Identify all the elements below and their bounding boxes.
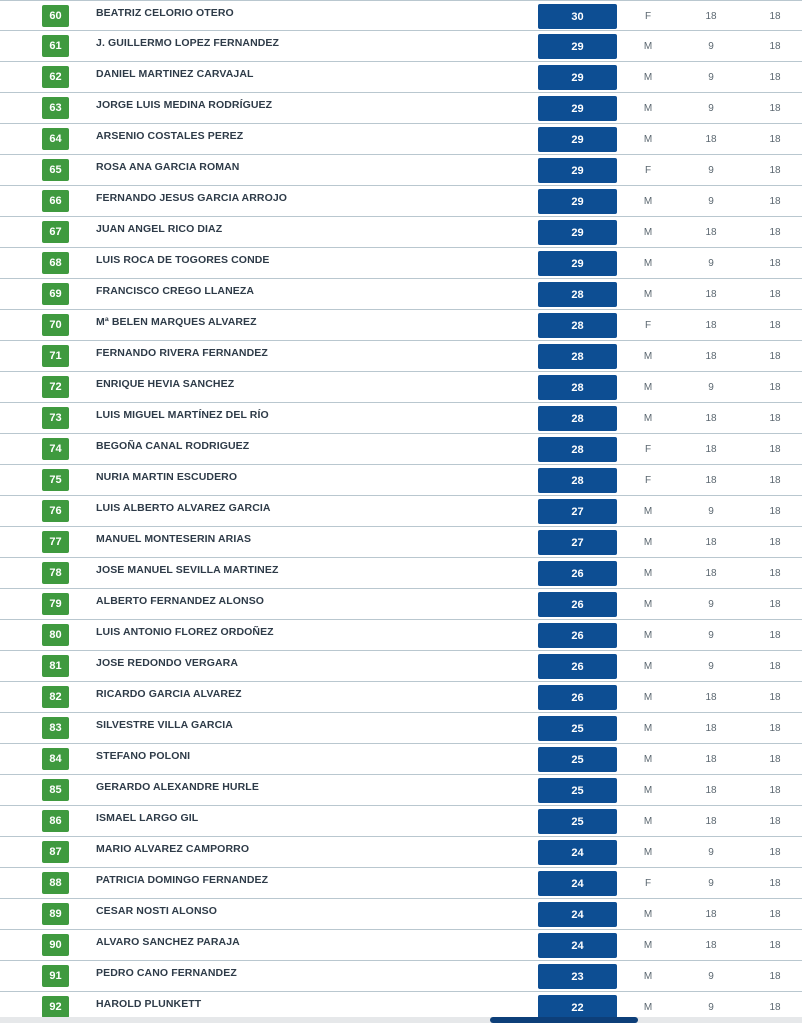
stat-cell: 18	[769, 382, 781, 393]
table-row[interactable]	[0, 31, 802, 62]
table-row[interactable]	[0, 403, 802, 434]
position-badge: 62	[42, 66, 69, 88]
stat-cell: 18	[705, 11, 717, 22]
position-badge: 90	[42, 934, 69, 956]
position-badge: 78	[42, 562, 69, 584]
stat-cell: 18	[769, 785, 781, 796]
table-row[interactable]	[0, 589, 802, 620]
points-badge: 27	[538, 499, 617, 524]
table-row[interactable]	[0, 434, 802, 465]
sex-cell: F	[644, 475, 652, 486]
player-name: LUIS ROCA DE TOGORES CONDE	[96, 254, 270, 266]
stat-cell: 18	[769, 878, 781, 889]
points-badge: 24	[538, 840, 617, 865]
table-row[interactable]	[0, 837, 802, 868]
table-row[interactable]	[0, 279, 802, 310]
position-badge: 77	[42, 531, 69, 553]
player-name: ROSA ANA GARCIA ROMAN	[96, 161, 240, 173]
stat-cell: 9	[708, 506, 714, 517]
sex-cell: M	[643, 289, 653, 300]
position-badge: 61	[42, 35, 69, 57]
position-badge: 69	[42, 283, 69, 305]
stat-cell: 18	[705, 909, 717, 920]
position-badge: 80	[42, 624, 69, 646]
sex-cell: M	[643, 847, 653, 858]
stat-cell: 18	[769, 72, 781, 83]
stat-cell: 18	[769, 227, 781, 238]
sex-cell: M	[643, 506, 653, 517]
stat-cell: 9	[708, 41, 714, 52]
sex-cell: M	[643, 599, 653, 610]
position-badge: 66	[42, 190, 69, 212]
points-badge: 29	[538, 96, 617, 121]
table-row[interactable]	[0, 248, 802, 279]
stat-cell: 18	[769, 196, 781, 207]
points-badge: 29	[538, 251, 617, 276]
sex-cell: M	[643, 134, 653, 145]
player-name: JORGE LUIS MEDINA RODRÍGUEZ	[96, 99, 273, 111]
player-name: ISMAEL LARGO GIL	[96, 812, 199, 824]
points-badge: 24	[538, 933, 617, 958]
points-badge: 24	[538, 871, 617, 896]
player-name: BEGOÑA CANAL RODRIGUEZ	[96, 440, 250, 452]
sex-cell: M	[643, 382, 653, 393]
player-name: NURIA MARTIN ESCUDERO	[96, 471, 238, 483]
table-row[interactable]	[0, 217, 802, 248]
points-badge: 26	[538, 654, 617, 679]
stat-cell: 9	[708, 599, 714, 610]
table-row[interactable]	[0, 713, 802, 744]
table-row[interactable]	[0, 744, 802, 775]
player-name: CESAR NOSTI ALONSO	[96, 905, 218, 917]
table-row[interactable]	[0, 341, 802, 372]
points-badge: 29	[538, 220, 617, 245]
sex-cell: M	[643, 723, 653, 734]
sex-cell: M	[643, 971, 653, 982]
stat-cell: 18	[769, 258, 781, 269]
position-badge: 91	[42, 965, 69, 987]
position-badge: 79	[42, 593, 69, 615]
stat-cell: 18	[769, 537, 781, 548]
stat-cell: 18	[705, 537, 717, 548]
position-badge: 73	[42, 407, 69, 429]
player-name: JOSE MANUEL SEVILLA MARTINEZ	[96, 564, 279, 576]
stat-cell: 18	[705, 568, 717, 579]
sex-cell: M	[643, 196, 653, 207]
player-name: FRANCISCO CREGO LLANEZA	[96, 285, 255, 297]
player-name: ALBERTO FERNANDEZ ALONSO	[96, 595, 265, 607]
stat-cell: 18	[705, 785, 717, 796]
position-badge: 76	[42, 500, 69, 522]
position-badge: 64	[42, 128, 69, 150]
stat-cell: 9	[708, 847, 714, 858]
sex-cell: M	[643, 227, 653, 238]
player-name: PATRICIA DOMINGO FERNANDEZ	[96, 874, 269, 886]
points-badge: 22	[538, 995, 617, 1020]
points-badge: 24	[538, 902, 617, 927]
points-badge: 25	[538, 778, 617, 803]
points-badge: 27	[538, 530, 617, 555]
stat-cell: 9	[708, 165, 714, 176]
sex-cell: M	[643, 258, 653, 269]
player-name: Mª BELEN MARQUES ALVAREZ	[96, 316, 257, 328]
points-badge: 28	[538, 437, 617, 462]
stat-cell: 18	[705, 444, 717, 455]
sex-cell: F	[644, 165, 652, 176]
stat-cell: 18	[769, 630, 781, 641]
player-name: FERNANDO JESUS GARCIA ARROJO	[96, 192, 288, 204]
table-row[interactable]	[0, 775, 802, 806]
points-badge: 25	[538, 747, 617, 772]
points-badge: 29	[538, 189, 617, 214]
stat-cell: 18	[769, 754, 781, 765]
sex-cell: M	[643, 661, 653, 672]
position-badge: 87	[42, 841, 69, 863]
table-row[interactable]	[0, 930, 802, 961]
sex-cell: M	[643, 940, 653, 951]
stat-cell: 18	[705, 475, 717, 486]
position-badge: 71	[42, 345, 69, 367]
table-row[interactable]	[0, 651, 802, 682]
stat-cell: 9	[708, 878, 714, 889]
player-name: ARSENIO COSTALES PEREZ	[96, 130, 244, 142]
player-name: ENRIQUE HEVIA SANCHEZ	[96, 378, 235, 390]
sex-cell: F	[644, 320, 652, 331]
sex-cell: M	[643, 537, 653, 548]
player-name: LUIS ANTONIO FLOREZ ORDOÑEZ	[96, 626, 274, 638]
stat-cell: 9	[708, 103, 714, 114]
sex-cell: F	[644, 11, 652, 22]
position-badge: 89	[42, 903, 69, 925]
stat-cell: 18	[705, 289, 717, 300]
position-badge: 60	[42, 5, 69, 27]
table-row[interactable]	[0, 496, 802, 527]
points-badge: 28	[538, 313, 617, 338]
stat-cell: 9	[708, 258, 714, 269]
position-badge: 84	[42, 748, 69, 770]
table-row[interactable]	[0, 899, 802, 930]
stat-cell: 18	[769, 1002, 781, 1013]
points-badge: 25	[538, 716, 617, 741]
stat-cell: 18	[769, 971, 781, 982]
stat-cell: 18	[769, 723, 781, 734]
points-badge: 26	[538, 685, 617, 710]
sex-cell: M	[643, 41, 653, 52]
table-row[interactable]	[0, 155, 802, 186]
stat-cell: 18	[769, 444, 781, 455]
stat-cell: 9	[708, 661, 714, 672]
player-name: LUIS ALBERTO ALVAREZ GARCIA	[96, 502, 271, 514]
position-badge: 92	[42, 996, 69, 1018]
position-badge: 63	[42, 97, 69, 119]
points-badge: 29	[538, 34, 617, 59]
player-name: SILVESTRE VILLA GARCIA	[96, 719, 233, 731]
position-badge: 85	[42, 779, 69, 801]
sex-cell: M	[643, 351, 653, 362]
table-row[interactable]	[0, 186, 802, 217]
table-row[interactable]	[0, 682, 802, 713]
sex-cell: F	[644, 878, 652, 889]
table-row[interactable]	[0, 62, 802, 93]
stat-cell: 18	[769, 940, 781, 951]
sex-cell: M	[643, 754, 653, 765]
table-row[interactable]	[0, 961, 802, 992]
stat-cell: 18	[769, 661, 781, 672]
table-row[interactable]	[0, 620, 802, 651]
table-row[interactable]	[0, 558, 802, 589]
stat-cell: 18	[769, 413, 781, 424]
player-name: STEFANO POLONI	[96, 750, 191, 762]
stat-cell: 18	[769, 475, 781, 486]
scrollbar-thumb[interactable]	[490, 1017, 638, 1023]
position-badge: 81	[42, 655, 69, 677]
stat-cell: 18	[705, 754, 717, 765]
sex-cell: M	[643, 413, 653, 424]
stat-cell: 9	[708, 971, 714, 982]
points-badge: 28	[538, 406, 617, 431]
sex-cell: M	[643, 909, 653, 920]
points-badge: 28	[538, 375, 617, 400]
points-badge: 28	[538, 344, 617, 369]
stat-cell: 18	[705, 320, 717, 331]
position-badge: 75	[42, 469, 69, 491]
stat-cell: 9	[708, 630, 714, 641]
player-name: GERARDO ALEXANDRE HURLE	[96, 781, 259, 793]
stat-cell: 18	[769, 506, 781, 517]
horizontal-scrollbar[interactable]	[0, 1017, 802, 1023]
stat-cell: 18	[705, 351, 717, 362]
position-badge: 72	[42, 376, 69, 398]
player-name: J. GUILLERMO LOPEZ FERNANDEZ	[96, 37, 280, 49]
stat-cell: 18	[769, 909, 781, 920]
player-name: MANUEL MONTESERIN ARIAS	[96, 533, 252, 545]
player-name: ALVARO SANCHEZ PARAJA	[96, 936, 240, 948]
stat-cell: 18	[769, 599, 781, 610]
stat-cell: 18	[769, 320, 781, 331]
table-row[interactable]	[0, 93, 802, 124]
points-badge: 25	[538, 809, 617, 834]
table-row[interactable]	[0, 310, 802, 341]
table-row[interactable]	[0, 868, 802, 899]
sex-cell: M	[643, 692, 653, 703]
position-badge: 68	[42, 252, 69, 274]
table-row[interactable]	[0, 124, 802, 155]
sex-cell: M	[643, 103, 653, 114]
stat-cell: 9	[708, 1002, 714, 1013]
sex-cell: M	[643, 1002, 653, 1013]
position-badge: 82	[42, 686, 69, 708]
stat-cell: 18	[769, 847, 781, 858]
position-badge: 86	[42, 810, 69, 832]
player-name: PEDRO CANO FERNANDEZ	[96, 967, 237, 979]
sex-cell: M	[643, 816, 653, 827]
player-name: RICARDO GARCIA ALVAREZ	[96, 688, 242, 700]
sex-cell: M	[643, 72, 653, 83]
position-badge: 65	[42, 159, 69, 181]
position-badge: 83	[42, 717, 69, 739]
position-badge: 88	[42, 872, 69, 894]
table-row[interactable]	[0, 372, 802, 403]
stat-cell: 18	[769, 816, 781, 827]
player-name: HAROLD PLUNKETT	[96, 998, 202, 1010]
player-name: JUAN ANGEL RICO DIAZ	[96, 223, 223, 235]
stat-cell: 18	[769, 11, 781, 22]
stat-cell: 18	[769, 289, 781, 300]
table-row[interactable]	[0, 0, 802, 31]
position-badge: 67	[42, 221, 69, 243]
stat-cell: 18	[769, 165, 781, 176]
points-badge: 30	[538, 4, 617, 29]
stat-cell: 9	[708, 196, 714, 207]
stat-cell: 9	[708, 72, 714, 83]
stat-cell: 18	[769, 103, 781, 114]
points-badge: 23	[538, 964, 617, 989]
points-badge: 29	[538, 158, 617, 183]
points-badge: 29	[538, 65, 617, 90]
points-badge: 26	[538, 592, 617, 617]
sex-cell: M	[643, 630, 653, 641]
sex-cell: M	[643, 568, 653, 579]
points-badge: 29	[538, 127, 617, 152]
stat-cell: 18	[769, 568, 781, 579]
stat-cell: 18	[705, 413, 717, 424]
stat-cell: 18	[769, 41, 781, 52]
player-name: DANIEL MARTINEZ CARVAJAL	[96, 68, 254, 80]
stat-cell: 18	[769, 351, 781, 362]
table-row[interactable]	[0, 465, 802, 496]
stat-cell: 18	[705, 940, 717, 951]
player-name: LUIS MIGUEL MARTÍNEZ DEL RÍO	[96, 409, 269, 421]
points-badge: 26	[538, 623, 617, 648]
player-name: MARIO ALVAREZ CAMPORRO	[96, 843, 250, 855]
stat-cell: 9	[708, 382, 714, 393]
stat-cell: 18	[769, 692, 781, 703]
points-badge: 28	[538, 282, 617, 307]
position-badge: 70	[42, 314, 69, 336]
stat-cell: 18	[705, 134, 717, 145]
points-badge: 28	[538, 468, 617, 493]
table-row[interactable]	[0, 806, 802, 837]
stat-cell: 18	[705, 227, 717, 238]
player-name: FERNANDO RIVERA FERNANDEZ	[96, 347, 268, 359]
sex-cell: M	[643, 785, 653, 796]
stat-cell: 18	[705, 816, 717, 827]
position-badge: 74	[42, 438, 69, 460]
player-name: JOSE REDONDO VERGARA	[96, 657, 239, 669]
points-badge: 26	[538, 561, 617, 586]
sex-cell: F	[644, 444, 652, 455]
stat-cell: 18	[769, 134, 781, 145]
stat-cell: 18	[705, 723, 717, 734]
stat-cell: 18	[705, 692, 717, 703]
table-row[interactable]	[0, 527, 802, 558]
player-name: BEATRIZ CELORIO OTERO	[96, 7, 234, 19]
